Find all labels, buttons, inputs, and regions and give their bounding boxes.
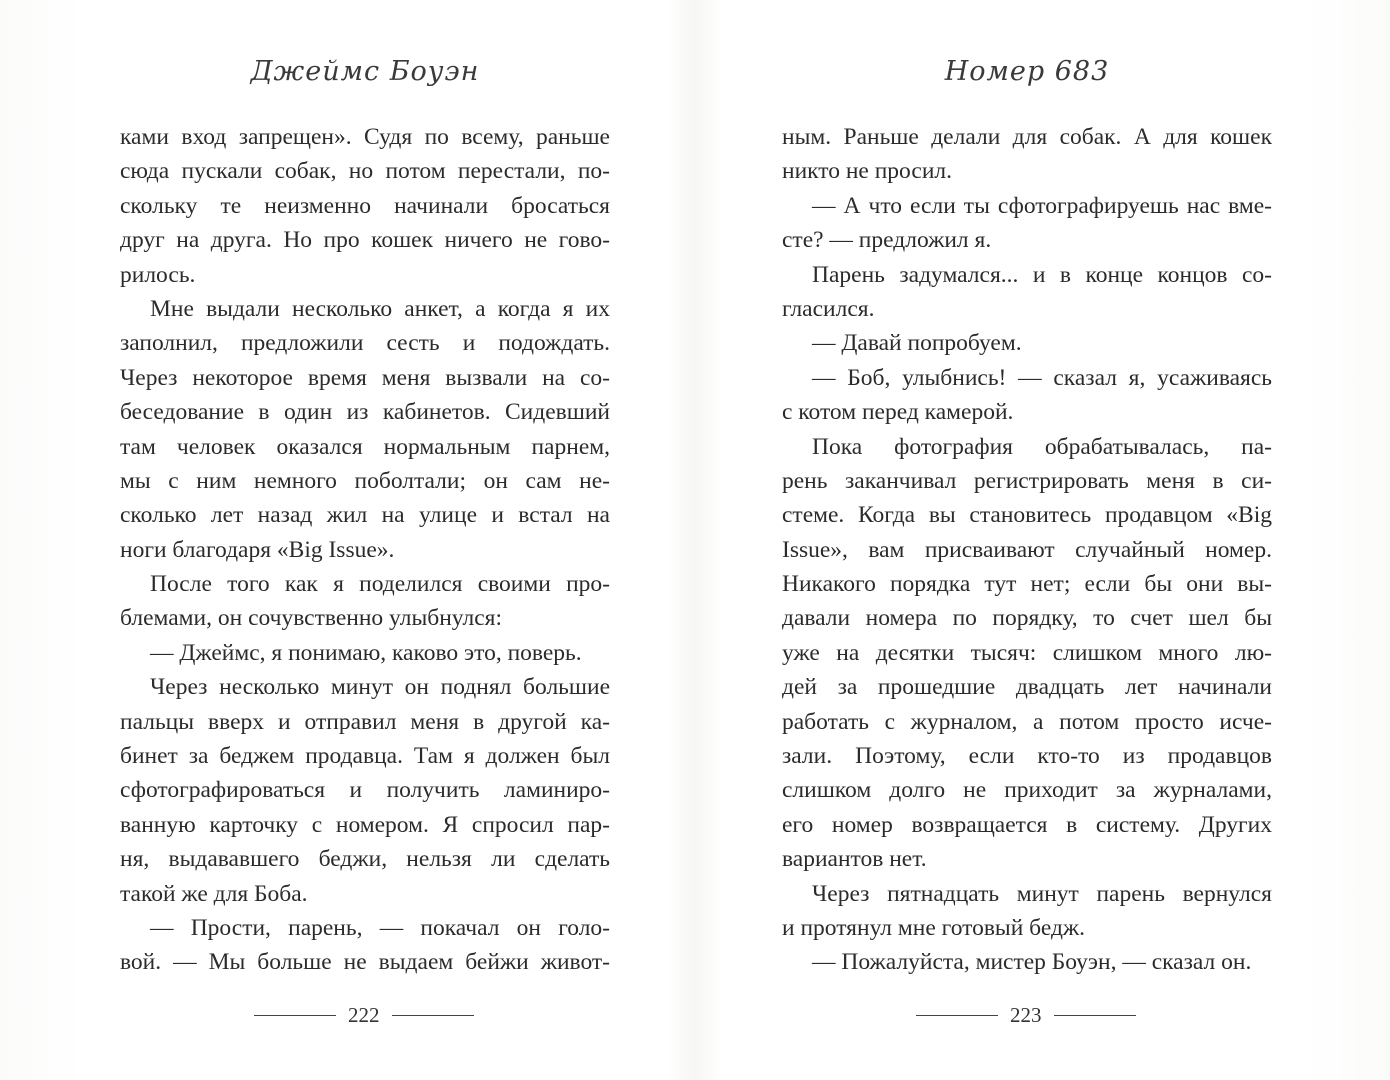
text-line: — Пожалуйста, мистер Боуэн, — сказал он. xyxy=(812,949,1252,976)
text-line: уже на десятки тысяч: слишком много лю- xyxy=(782,639,1272,666)
text-line: сте? — предложил я. xyxy=(782,227,992,254)
text-line: блемами, он сочувственно улыбнулся: xyxy=(120,605,503,632)
text-line: пальцы вверх и отправил меня в другой ка- xyxy=(120,708,610,735)
text-line: его номер возвращается в систему. Других xyxy=(782,811,1272,838)
text-line: рень заканчивал регистрировать меня в си- xyxy=(782,467,1272,494)
text-line: Через пятнадцать минут парень вернулся xyxy=(812,880,1272,907)
text-line: сфотографироваться и получить ламиниро- xyxy=(120,777,610,804)
text-line: такой же для Боба. xyxy=(120,880,308,907)
page-number: 222 xyxy=(348,1002,380,1027)
text-line: Парень задумался... и в конце концов со- xyxy=(812,261,1272,288)
folio-rule-left xyxy=(916,1015,998,1016)
body-text xyxy=(782,120,1272,980)
page-number-footer xyxy=(916,1000,1136,1030)
text-line: заполнил, предложили сесть и подождать. xyxy=(120,330,610,357)
folio-rule-left xyxy=(254,1015,336,1016)
text-line: вариантов нет. xyxy=(782,846,927,873)
text-line: работать с журналом, а потом просто исче- xyxy=(782,708,1272,735)
text-line: бинет за беджем продавца. Там я должен был xyxy=(120,743,610,770)
text-line: — Боб, улыбнись! — сказал я, усаживаясь xyxy=(812,364,1272,391)
text-line: давали номера по порядку, то счет шел бы xyxy=(782,605,1272,632)
text-line: Никакого порядка тут нет; если бы они вы- xyxy=(782,571,1272,598)
text-line: стеме. Когда вы становитесь продавцом «Big xyxy=(782,502,1272,529)
folio-rule-right xyxy=(392,1015,474,1016)
running-head-author: Джеймс Боуэн xyxy=(250,56,480,87)
text-line: ноги благодаря «Big Issue». xyxy=(120,536,395,563)
text-line: После того как я поделился своими про- xyxy=(150,571,610,598)
text-line: Issue», вам присваивают случайный номер. xyxy=(782,536,1272,563)
right-page xyxy=(695,0,1390,1080)
text-line: сюда пускали собак, но потом перестали, по- xyxy=(120,158,610,185)
text-line: дей за прошедшие двадцать лет начинали xyxy=(782,674,1272,701)
text-line: — А что если ты сфотографируешь нас вме- xyxy=(812,192,1272,219)
text-line: Через некоторое время меня вызвали на со- xyxy=(120,364,610,391)
text-line: ванную карточку с номером. Я спросил пар- xyxy=(120,811,610,838)
text-line: Мне выдали несколько анкет, а когда я их xyxy=(150,295,610,322)
text-line: Пока фотография обрабатывалась, па- xyxy=(812,433,1272,460)
page-number-footer xyxy=(254,1000,474,1030)
text-line: — Прости, парень, — покачал он голо- xyxy=(150,914,610,941)
text-line: — Джеймс, я понимаю, каково это, поверь. xyxy=(150,639,582,666)
text-line: там человек оказался нормальным парнем, xyxy=(120,433,610,460)
text-line: гласился. xyxy=(782,295,875,322)
text-line: с котом перед камерой. xyxy=(782,399,1014,426)
text-line: скольку те неизменно начинали бросаться xyxy=(120,192,610,219)
running-head-chapter: Номер 683 xyxy=(944,56,1110,87)
text-line: — Давай попробуем. xyxy=(812,330,1022,357)
folio-rule-right xyxy=(1054,1015,1136,1016)
text-line: рилось. xyxy=(120,261,196,288)
text-line: вой. — Мы больше не выдаем бейжи живот- xyxy=(120,949,610,976)
text-line: беседование в один из кабинетов. Сидевший xyxy=(120,399,610,426)
body-text xyxy=(120,120,610,980)
text-line: ками вход запрещен». Судя по всему, раньше xyxy=(120,124,610,150)
text-line: сколько лет назад жил на улице и встал на xyxy=(120,502,610,529)
text-line: ным. Раньше делали для собак. А для кошек xyxy=(782,124,1272,150)
text-line: друг на друга. Но про кошек ничего не гово- xyxy=(120,227,610,254)
page-number: 223 xyxy=(1010,1002,1042,1027)
text-line: и протянул мне готовый бедж. xyxy=(782,914,1086,941)
text-line: никто не просил. xyxy=(782,158,952,185)
text-line: слишком долго не приходит за журналами, xyxy=(782,777,1272,804)
text-line: зали. Поэтому, если кто-то из продавцов xyxy=(782,743,1272,770)
text-line: Через несколько минут он поднял большие xyxy=(150,674,610,701)
text-line: ня, выдававшего беджи, нельзя ли сделать xyxy=(120,846,610,873)
text-line: мы с ним немного поболтали; он сам не- xyxy=(120,467,610,494)
